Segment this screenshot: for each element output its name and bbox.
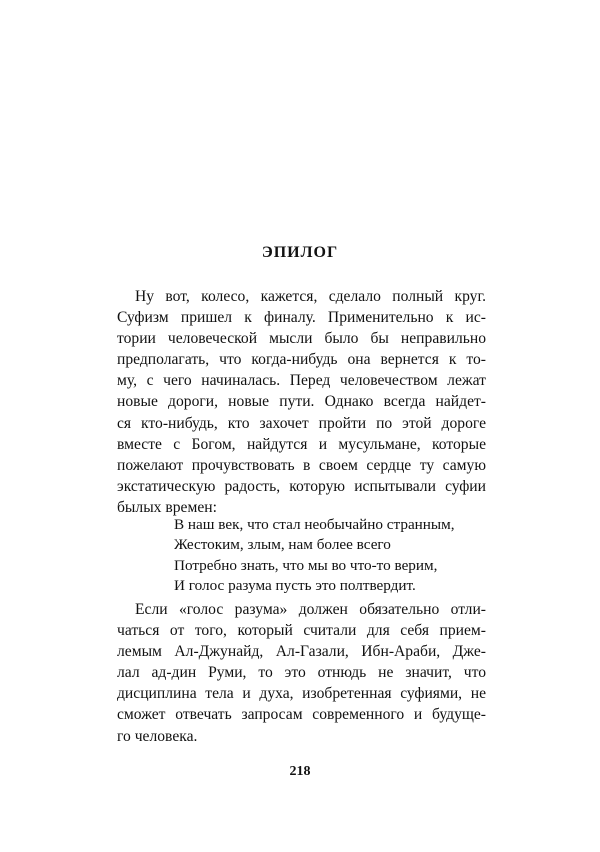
text-line: новые дороги, новые пути. Однако всегда найдет- bbox=[117, 393, 486, 411]
text-line: предполагать, что когда-нибудь она вернется к то- bbox=[117, 351, 486, 369]
chapter-title: ЭПИЛОГ bbox=[261, 244, 339, 261]
text-line: Ну вот, колесо, кажется, сделало полный круг. bbox=[135, 288, 486, 305]
text-line: сможет отвечать запросам современного и будуще- bbox=[117, 706, 486, 724]
text-line: экстатическую радость, которую испытывали суфии bbox=[117, 477, 486, 495]
paragraph-2 bbox=[117, 599, 486, 747]
verse-line: В наш век, что стал необычайно странным, bbox=[174, 516, 455, 533]
text-line: Если «голос разума» должен обязательно отли- bbox=[135, 601, 486, 618]
text-line: былых времен: bbox=[117, 498, 217, 516]
text-line: тории человеческой мысли было бы неправильно bbox=[117, 330, 486, 348]
text-line: лал ад-дин Руми, то это отнюдь не значит, что bbox=[117, 664, 486, 682]
page-number: 218 bbox=[289, 764, 311, 779]
text-line: лемым Ал-Джунайд, Ал-Газали, Ибн-Араби, Дже- bbox=[117, 643, 486, 661]
text-line: го человека. bbox=[117, 727, 198, 745]
text-line: му, с чего начиналась. Перед человечеством лежат bbox=[117, 372, 486, 390]
text-line: пожелают прочувствовать в своем сердце ту самую bbox=[117, 456, 486, 474]
text-line: чаться от того, который считали для себя прием- bbox=[117, 622, 486, 640]
verse-line: Потребно знать, что мы во что-то верим, bbox=[174, 556, 438, 574]
text-line: ся кто-нибудь, кто захочет пройти по этой дороге bbox=[117, 414, 486, 432]
verse-line: Жестоким, злым, нам более всего bbox=[174, 536, 391, 554]
text-line: дисциплина тела и духа, изобретенная суфиями, не bbox=[117, 685, 486, 703]
paragraph-1 bbox=[117, 286, 486, 518]
text-line: Суфизм пришел к финалу. Применительно к ис- bbox=[117, 309, 486, 327]
text-line: вместе с Богом, найдутся и мусульмане, которые bbox=[117, 435, 486, 453]
verse-line: И голос разума пусть это полтвердит. bbox=[174, 577, 416, 595]
verse-quote bbox=[174, 515, 455, 597]
